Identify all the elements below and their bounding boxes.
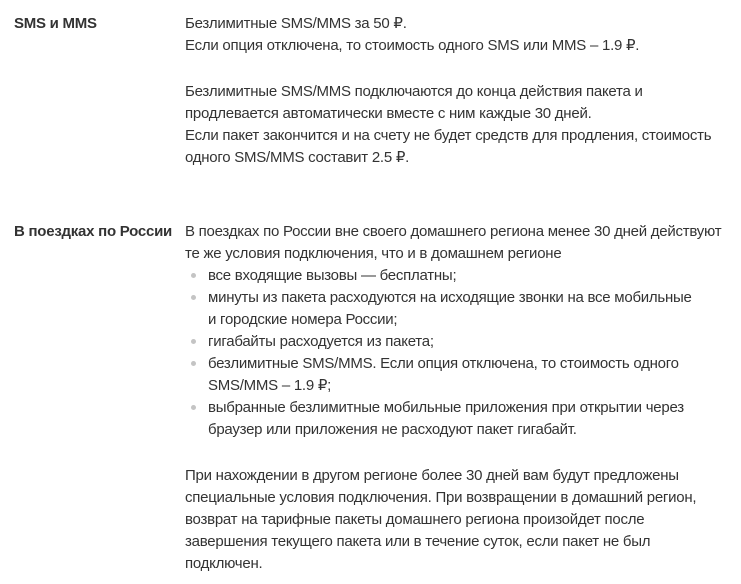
list-item: безлимитные SMS/MMS. Если опция отключена, то стоимость одного SMS/MMS – 1.9 ₽; — [185, 353, 737, 397]
section-travel-russia — [14, 221, 737, 575]
tariff-sections — [14, 13, 737, 575]
section-content — [185, 13, 737, 169]
paragraph: При нахождении в другом регионе более 30 дней вам будут предложены специальные условия подключения. При возвращении в домашний регион, возврат на тарифные пакеты домашнего региона произойдет после завершения текущего пакета или в течение суток, если пакет не был подключен. — [185, 467, 697, 572]
list-item: гигабайты расходуется из пакета; — [185, 331, 737, 353]
list-item: минуты из пакета расходуются на исходящие звонки на все мобильные и городские номера России; — [185, 287, 737, 331]
paragraph: Безлимитные SMS/MMS подключаются до конца действия пакета и продлевается автоматически вместе с ним каждые 30 дней. Если пакет закончится и на счету не будет средств для продления, стоимость одного SMS/MMS составит 2.5 ₽. — [185, 83, 712, 166]
paragraph: Безлимитные SMS/MMS за 50 ₽. Если опция отключена, то стоимость одного SMS или MMS – 1.9 ₽. — [185, 15, 640, 54]
paragraph: В поездках по России вне своего домашнего региона менее 30 дней действуют те же условия подключения, что и в домашнем регионе — [185, 223, 722, 262]
section-label: SMS и MMS — [14, 15, 97, 32]
section-label: В поездках по России — [14, 223, 173, 240]
list-item: выбранные безлимитные мобильные приложения при открытии через браузер или приложения не расходуют пакет гигабайт. — [185, 397, 737, 441]
list-item: все входящие вызовы — бесплатны; — [185, 265, 737, 287]
section-content — [185, 221, 737, 575]
bullet-list — [185, 265, 737, 441]
section-sms-mms — [14, 13, 737, 169]
